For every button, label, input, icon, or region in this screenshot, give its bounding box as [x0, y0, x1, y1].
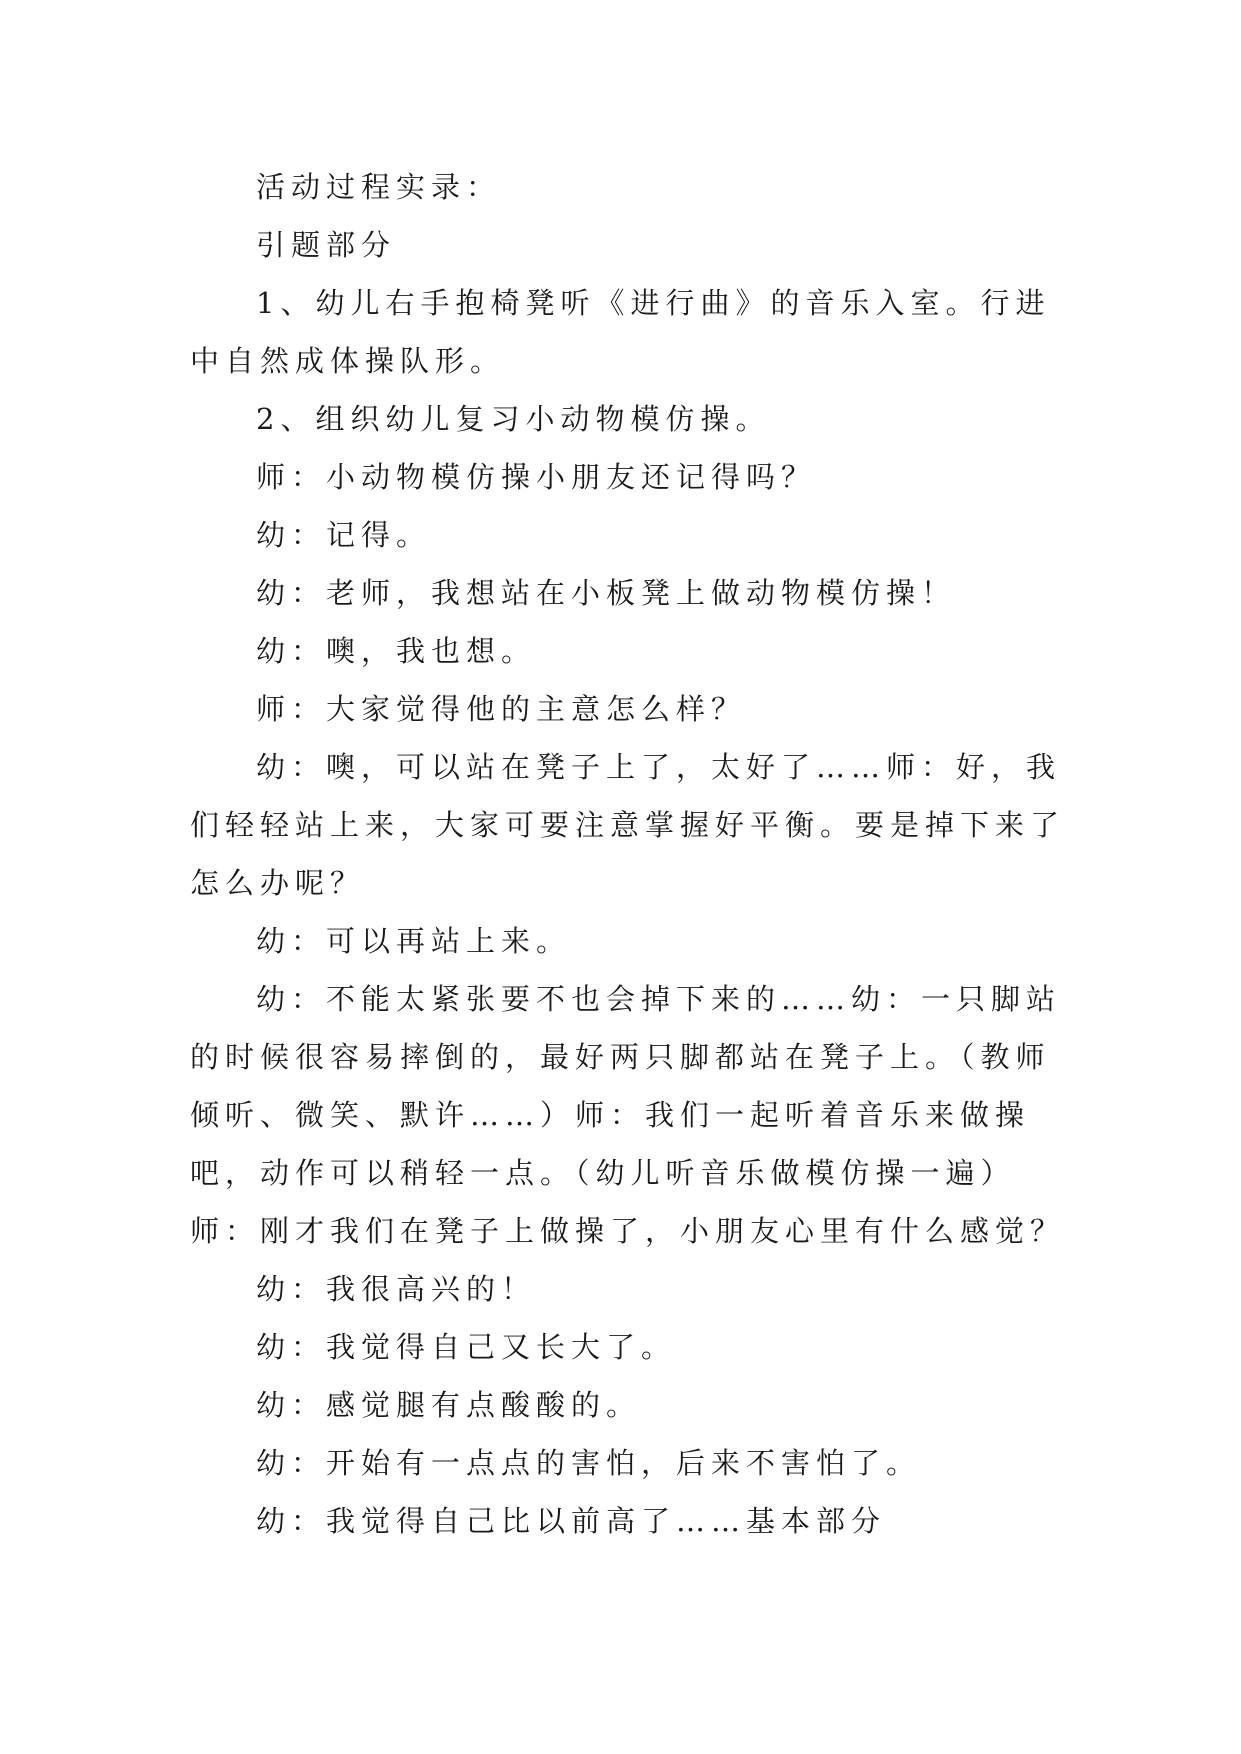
- dialogue-line: 幼：可以再站上来。: [256, 924, 572, 958]
- dialogue-line: 幼：噢，我也想。: [256, 634, 537, 668]
- dialogue-line: 幼：我觉得自己又长大了。: [256, 1330, 677, 1364]
- dialogue-line: 幼：我觉得自己比以前高了……基本部分: [256, 1504, 887, 1538]
- dialogue-line: 幼：记得。: [256, 518, 432, 552]
- paragraph-section-intro: 引题部分: [256, 228, 397, 262]
- dialogue-line: 幼：老师，我想站在小板凳上做动物模仿操！: [256, 576, 957, 610]
- paragraph-heading-activity-record: 活动过程实录：: [256, 170, 502, 204]
- dialogue-line: 幼：不能太紧张要不也会掉下来的……幼：一只脚站的时候很容易摔倒的，最好两只脚都站在凳子上。（教师倾听、微笑、默许……）师：我们一起听着音乐来做操吧，动作可以稍轻一点。（幼儿听音乐做模仿操一遍）师：刚才我们在凳子上做操了，小朋友心里有什么感觉？: [190, 982, 1066, 1248]
- dialogue-line: 师：小动物模仿操小朋友还记得吗？: [256, 460, 817, 494]
- dialogue-line: 幼：噢，可以站在凳子上了，太好了……师：好，我们轻轻站上来，大家可要注意掌握好平衡。要是掉下来了怎么办呢？: [190, 750, 1066, 900]
- document-body: [190, 158, 1070, 1550]
- dialogue-line: 幼：感觉腿有点酸酸的。: [256, 1388, 642, 1422]
- paragraph-step-1: 1、幼儿右手抱椅凳听《进行曲》的音乐入室。行进中自然成体操队形。: [190, 286, 1051, 378]
- paragraph-step-2: 2、组织幼儿复习小动物模仿操。: [256, 402, 771, 436]
- dialogue-line: 师：大家觉得他的主意怎么样？: [256, 692, 747, 726]
- dialogue-line: 幼：我很高兴的！: [256, 1272, 537, 1306]
- dialogue-line: 幼：开始有一点点的害怕，后来不害怕了。: [256, 1446, 922, 1480]
